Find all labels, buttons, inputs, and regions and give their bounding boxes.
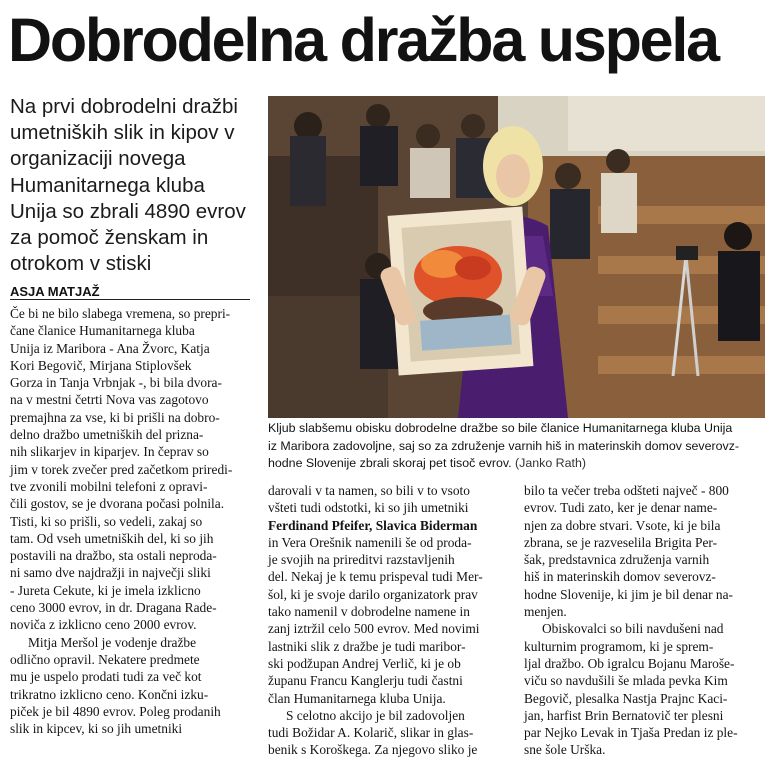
body-line: premajhna za vse, ki bi prišli na dobro- [10, 409, 220, 425]
body-line: šol, ki je svoje darilo organizatork prav [268, 586, 478, 602]
body-line: čane članice Humanitarnega kluba [10, 323, 195, 339]
body-line: par Nejko Levak in Tjaša Predan iz ple- [524, 725, 738, 741]
body-line: njen za dobre stvari. Vsote, ki je bila [524, 517, 721, 533]
body-line: ceno 3000 evrov, in dr. Dragana Rade- [10, 600, 217, 616]
photo-caption [268, 420, 768, 473]
body-line: del. Nekaj je k temu prispeval tudi Mer- [268, 569, 483, 585]
body-line: Če bi ne bilo slabega vremena, so prepri- [10, 306, 231, 321]
body-line: županu Francu Kanglerju tudi častni [268, 673, 463, 689]
caption-line-last [268, 455, 768, 473]
caption-line: Kljub slabšemu obisku dobrodelne dražbe so bile članice Humanitarnega kluba Unija [268, 421, 733, 435]
body-line: delno dražbo umetniških del prizna- [10, 427, 204, 443]
body-line: Mitja Meršol je vodenje dražbe [28, 634, 197, 650]
body-line: lastniki slik z dražbe je tudi maribor- [268, 638, 466, 654]
lead-line: Na prvi dobrodelni dražbi [10, 95, 238, 118]
body-line: slik in kipcev, ki so jih umetniki [10, 721, 183, 737]
body-line: tve zvonili mobilni telefoni z opravi- [10, 478, 208, 494]
body-line: in Vera Orešnik namenili še od proda- [268, 534, 472, 550]
body-line: benik s Koroškega. Za njegovo sliko je [268, 742, 478, 758]
body-line: tam. Od vseh umetniških del, ki so jih [10, 530, 214, 546]
body-line: mu je uspelo prodati tudi za več kot [10, 669, 202, 685]
body-line: evrov. Tudi zato, ker je denar name- [524, 500, 718, 516]
body-line: jan, harfist Brin Bernatovič ter plesni [524, 707, 724, 723]
lead-paragraph [10, 94, 262, 277]
byline-rule [10, 299, 250, 300]
body-line: je svojih na prireditvi razstavljenih [268, 552, 455, 568]
body-line: hodne Slovenije, ki jim je bil denar na- [524, 586, 733, 602]
body-line: Ferdinand Pfeifer, Slavica Biderman [268, 517, 478, 533]
body-line: viču so navdušili še mlada pevka Kim [524, 673, 728, 689]
body-line: S celotno akcijo je bil zadovoljen [286, 707, 465, 723]
body-line: piček je bil 4890 evrov. Poleg prodanih [10, 703, 221, 719]
body-line: zbrana, se je razveselila Brigita Per- [524, 534, 718, 550]
byline: ASJA MATJAŽ [10, 284, 100, 299]
body-line: ski podžupan Andrej Verlič, ki je ob [268, 655, 461, 671]
body-line: - Jureta Cekute, ki je imela izklicno [10, 582, 201, 598]
body-line: Unija iz Maribora - Ana Žvorc, Katja [10, 340, 210, 356]
body-line: ljal dražbo. Ob igralcu Bojanu Maroše- [524, 655, 735, 671]
caption-line: iz Maribora zadovoljne, saj so za združenje varnih hiš in materinskih domov severovz- [268, 438, 740, 453]
lead-line: Unija so zbrali 4890 evrov [10, 199, 246, 223]
body-line: nih slikarjev in kiparjev. In čeprav so [10, 444, 209, 460]
body-line: trikratno izklicno ceno. Končni izku- [10, 686, 209, 702]
headline: Dobrodelna dražba uspela [8, 6, 718, 74]
body-line: Tisti, ki so prišli, so vedeli, zakaj so [10, 513, 203, 529]
body-line: Begovič, plesalka Nastja Prajnc Kaci- [524, 690, 728, 706]
caption-text: hodne Slovenije zbrali skoraj pet tisoč evrov. [268, 456, 512, 470]
body-line: bilo ta večer treba odšteti največ - 800 [524, 483, 729, 498]
body-line: hiš in materinskih domov severovz- [524, 569, 716, 585]
body-line: član Humanitarnega kluba Unija. [268, 690, 446, 706]
article-column-1 [10, 305, 260, 737]
article-column-2 [268, 482, 513, 759]
photo-illustration [268, 96, 765, 418]
body-line: ni samo dve najdražji in največji sliki [10, 565, 211, 581]
photo-credit: (Janko Rath) [515, 456, 586, 470]
lead-line: umetniških slik in kipov v [10, 121, 235, 145]
body-line: kulturnim programom, ki je sprem- [524, 638, 714, 654]
body-line: tako namenil v dobrodelne namene in [268, 604, 470, 620]
body-line: Kori Begovič, Mirjana Stiplovšek [10, 357, 192, 373]
body-line: čili gostov, se je dvorana počasi polnila. [10, 496, 225, 512]
body-line: tudi Božidar A. Kolarič, slikar in glas- [268, 725, 474, 741]
body-line: šak, predstavnica združenja varnih [524, 552, 710, 568]
lead-line: Humanitarnega kluba [10, 173, 205, 197]
lead-line: organizaciji novega [10, 147, 186, 171]
body-line: Obiskovalci so bili navdušeni nad [542, 621, 724, 637]
body-line: postavili na dražbo, sta ostali neproda- [10, 548, 217, 564]
body-line: na v mestni četrti Nova vas zagotovo [10, 392, 209, 408]
body-line: Gorza in Tanja Vrbnjak -, bi bila dvora- [10, 375, 222, 391]
article-column-3 [524, 482, 769, 759]
lead-line: za pomoč ženskam in [10, 226, 209, 250]
body-line: menjen. [524, 604, 567, 620]
article-photo [268, 96, 765, 418]
body-line: noviča z izklicno ceno 2000 evrov. [10, 617, 197, 633]
body-line: jim v torek zvečer pred začetkom priredi- [10, 461, 233, 477]
body-line: sne šole Urška. [524, 742, 606, 758]
lead-line: otrokom v stiski [10, 252, 152, 276]
body-line: darovali v ta namen, so bili v to vsoto [268, 483, 470, 498]
body-line: zanj iztržil celo 500 evrov. Med novimi [268, 621, 480, 637]
body-line: odlično opravil. Nekatere predmete [10, 651, 200, 667]
body-line: všteti tudi odstotki, ki so jih umetniki [268, 500, 469, 516]
